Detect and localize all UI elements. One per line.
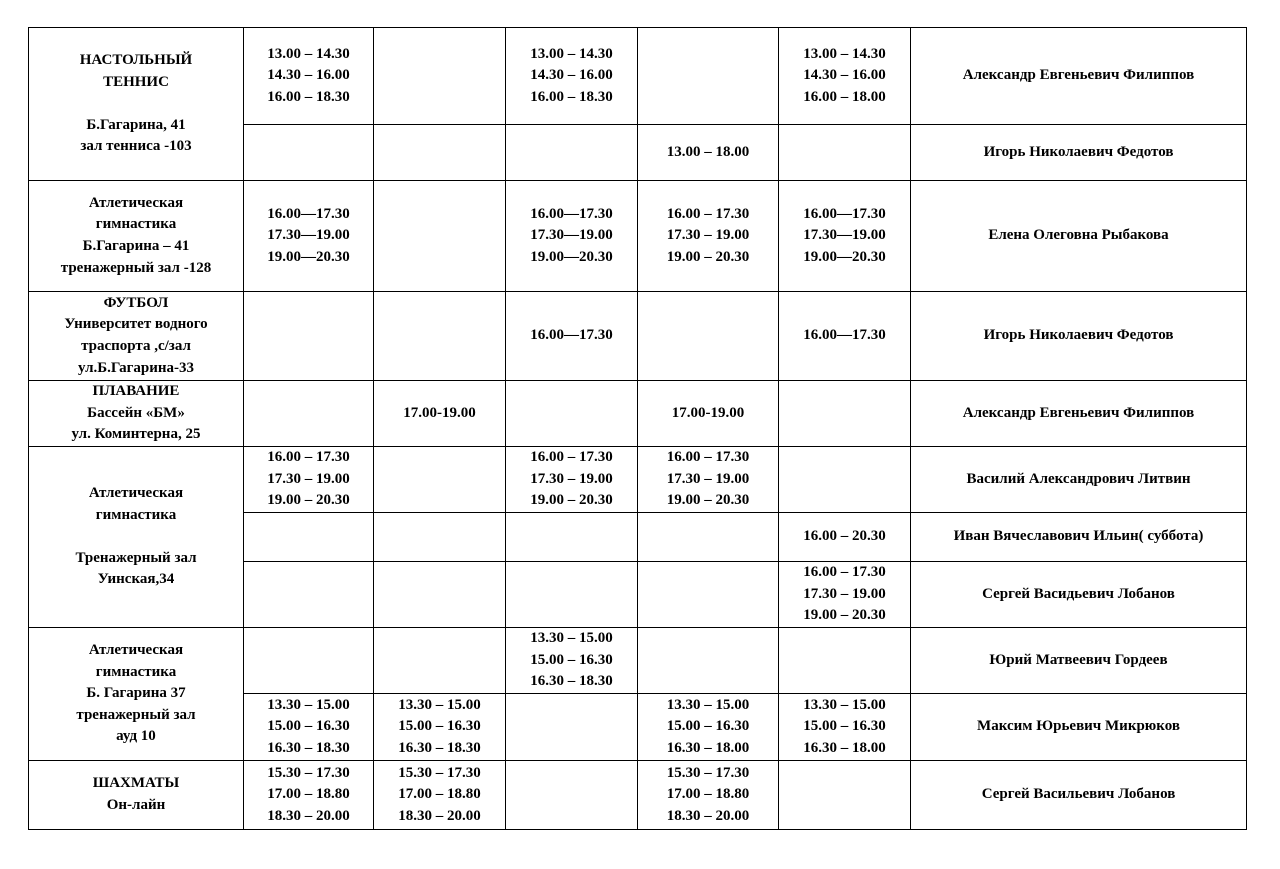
sport-line: тренажерный зал -128 [60,259,212,276]
time-cell [374,125,506,181]
time-slot: 17.30 – 19.00 [666,227,750,244]
time-slot: 17.00-19.00 [671,404,745,421]
time-slot: 13.30 – 15.00 [666,696,750,713]
time-cell [506,28,638,125]
time-slot: 14.30 – 16.00 [803,67,886,84]
coach-name: Иван Вячеславович Ильин( суббота) [953,528,1204,545]
time-cell [638,381,779,447]
time-slot: 16.00 – 17.30 [666,205,750,222]
time-slot: 16.00 – 18.30 [267,88,350,105]
coach-cell [911,562,1247,628]
sport-line: Бассейн «БМ» [87,404,185,421]
time-cell [638,562,779,628]
time-cell [506,447,638,513]
time-slot: 16.00 – 20.30 [803,528,886,545]
sport-line: ауд 10 [116,728,156,745]
time-slot: 13.30 – 15.00 [803,696,886,713]
coach-cell [911,628,1247,694]
time-cell [244,181,374,292]
time-slot: 17.00 – 18.80 [398,786,481,803]
coach-cell [911,125,1247,181]
time-slot: 13.00 – 18.00 [666,143,750,160]
time-cell [506,381,638,447]
time-cell [244,125,374,181]
time-cell [506,761,638,830]
sport-line: Он-лайн [106,797,166,813]
time-slot: 16.00—17.30 [267,205,350,222]
time-slot: 18.30 – 20.00 [398,807,481,824]
time-cell [779,381,911,447]
venue-line: Тренажерный зал [75,549,197,566]
time-slot: 19.00—20.30 [530,248,613,265]
time-slot: 19.00 – 20.30 [666,492,750,509]
time-slot: 16.00 – 17.30 [803,564,886,581]
time-slot: 15.30 – 17.30 [398,764,481,781]
time-cell [506,562,638,628]
sport-cell [29,28,244,181]
table-row [29,761,1247,830]
time-cell [638,761,779,830]
coach-cell [911,513,1247,562]
coach-name: Александр Евгеньевич Филиппов [962,404,1195,421]
sport-line: НАСТОЛЬНЫЙ [79,52,193,69]
time-slot: 16.30 – 18.00 [803,739,886,756]
time-cell [779,694,911,761]
time-cell [506,125,638,181]
time-cell [779,562,911,628]
sport-line: траспорта ,с/зал [81,338,191,354]
time-cell [638,28,779,125]
time-slot: 17.00 – 18.80 [267,786,350,803]
coach-cell [911,761,1247,830]
time-cell [506,292,638,381]
coach-name: Сергей Васидьевич Лобанов [982,585,1175,602]
time-cell [244,694,374,761]
time-cell [638,292,779,381]
sport-line: ФУТБОЛ [103,294,169,311]
time-cell [779,628,911,694]
time-cell [506,694,638,761]
sport-line: Атлетическая [88,485,184,502]
time-cell [638,694,779,761]
schedule-table [28,27,1247,830]
time-slot: 15.00 – 16.30 [666,718,750,735]
coach-cell [911,447,1247,513]
sport-line: ул.Б.Гагарина-33 [77,359,195,376]
time-slot: 18.30 – 20.00 [267,807,350,824]
time-slot: 16.00 – 18.00 [803,88,886,105]
time-slot: 19.00 – 20.30 [267,492,350,509]
time-slot: 16.30 – 18.30 [530,673,613,690]
coach-name: Юрий Матвеевич Гордеев [989,651,1168,668]
sport-line: ШАХМАТЫ [92,775,180,792]
venue-line: Б.Гагарина, 41 [86,116,186,133]
coach-cell [911,381,1247,447]
time-slot: 15.00 – 16.30 [803,718,886,735]
time-slot: 15.00 – 16.30 [530,651,613,668]
time-cell [244,628,374,694]
time-cell [244,761,374,830]
time-cell [244,447,374,513]
time-cell [506,181,638,292]
time-cell [779,292,911,381]
time-slot: 17.30—19.00 [267,227,350,244]
time-slot: 16.30 – 18.00 [666,739,750,756]
table-row [29,381,1247,447]
time-cell [374,181,506,292]
time-slot: 19.00—20.30 [267,248,350,265]
time-cell [779,28,911,125]
time-slot: 14.30 – 16.00 [267,67,350,84]
coach-cell [911,694,1247,761]
coach-name: Елена Олеговна Рыбакова [988,227,1169,244]
time-cell [374,28,506,125]
sport-line: Атлетическая [88,642,184,659]
venue-line: зал тенниса -103 [80,138,192,155]
time-slot: 16.00 – 17.30 [267,449,350,466]
time-cell [779,125,911,181]
time-slot: 13.00 – 14.30 [803,45,886,62]
sport-cell [29,381,244,447]
time-slot: 14.30 – 16.00 [530,67,613,84]
sport-cell [29,761,244,830]
time-cell [374,694,506,761]
time-cell [374,628,506,694]
time-slot: 17.30—19.00 [530,227,613,244]
time-slot: 15.00 – 16.30 [267,718,350,735]
time-cell [506,513,638,562]
time-slot: 17.30—19.00 [803,227,886,244]
time-cell [779,181,911,292]
sport-line: Университет водного [64,316,208,333]
sport-cell [29,628,244,761]
coach-name: Александр Евгеньевич Филиппов [962,67,1195,84]
time-cell [244,292,374,381]
time-cell [374,513,506,562]
coach-cell [911,181,1247,292]
time-cell [638,513,779,562]
time-slot: 13.30 – 15.00 [398,696,481,713]
time-slot: 16.00—17.30 [530,327,613,344]
spacer [33,94,239,115]
time-slot: 13.00 – 14.30 [530,45,613,62]
coach-name: Василий Александрович Литвин [966,470,1191,487]
time-cell [779,447,911,513]
sport-line: гимнастика [95,216,177,233]
sport-line: ул. Коминтерна, 25 [71,426,201,443]
coach-name: Игорь Николаевич Федотов [983,327,1174,344]
time-cell [779,761,911,830]
time-slot: 16.00—17.30 [530,205,613,222]
time-cell [638,125,779,181]
time-cell [244,381,374,447]
time-slot: 15.30 – 17.30 [267,764,350,781]
time-slot: 13.30 – 15.00 [267,696,350,713]
time-slot: 16.00—17.30 [803,327,886,344]
coach-name: Максим Юрьевич Микрюков [977,718,1180,735]
time-slot: 17.30 – 19.00 [803,585,886,602]
time-slot: 17.30 – 19.00 [267,470,350,487]
time-slot: 16.30 – 18.30 [267,739,350,756]
time-slot: 15.00 – 16.30 [398,718,481,735]
sport-line: Атлетическая [88,194,184,211]
time-cell [638,181,779,292]
time-slot: 18.30 – 20.00 [666,807,750,824]
time-cell [374,292,506,381]
sport-line: тренажерный зал [76,706,196,723]
table-row [29,28,1247,125]
table-row [29,181,1247,292]
spacer [33,527,239,548]
time-cell [506,628,638,694]
sport-line: ПЛАВАНИЕ [92,383,180,400]
table-row [29,292,1247,381]
time-slot: 16.00 – 17.30 [666,449,750,466]
time-cell [374,381,506,447]
coach-cell [911,28,1247,125]
time-cell [374,562,506,628]
time-slot: 13.00 – 14.30 [267,45,350,62]
time-cell [638,628,779,694]
time-cell [374,447,506,513]
time-cell [244,28,374,125]
table-row [29,447,1247,513]
venue-line: Уинская,34 [97,571,175,588]
time-slot: 16.00 – 18.30 [530,88,613,105]
time-slot: 17.30 – 19.00 [666,470,750,487]
time-slot: 16.30 – 18.30 [398,739,481,756]
time-slot: 17.00 – 18.80 [666,786,750,803]
sport-line: Б. Гагарина 37 [86,685,186,702]
coach-cell [911,292,1247,381]
table-row [29,628,1247,694]
time-slot: 15.30 – 17.30 [666,764,750,781]
sport-line: ТЕННИС [103,73,169,90]
sport-line: гимнастика [95,663,177,680]
sport-cell [29,447,244,628]
coach-name: Сергей Васильевич Лобанов [981,786,1176,803]
time-slot: 16.00 – 17.30 [530,449,613,466]
time-slot: 13.30 – 15.00 [530,630,613,647]
sport-cell [29,292,244,381]
time-slot: 17.30 – 19.00 [530,470,613,487]
time-cell [244,513,374,562]
sport-line: гимнастика [95,506,177,523]
time-slot: 19.00 – 20.30 [666,248,750,265]
coach-name: Игорь Николаевич Федотов [983,143,1174,160]
time-slot: 16.00—17.30 [803,205,886,222]
sport-line: Б.Гагарина – 41 [82,238,190,254]
time-cell [638,447,779,513]
time-slot: 19.00 – 20.30 [530,492,613,509]
time-slot: 19.00—20.30 [803,248,886,265]
time-cell [244,562,374,628]
time-cell [779,513,911,562]
time-slot: 19.00 – 20.30 [803,607,886,624]
time-cell [374,761,506,830]
sport-cell [29,181,244,292]
time-slot: 17.00-19.00 [403,404,476,421]
